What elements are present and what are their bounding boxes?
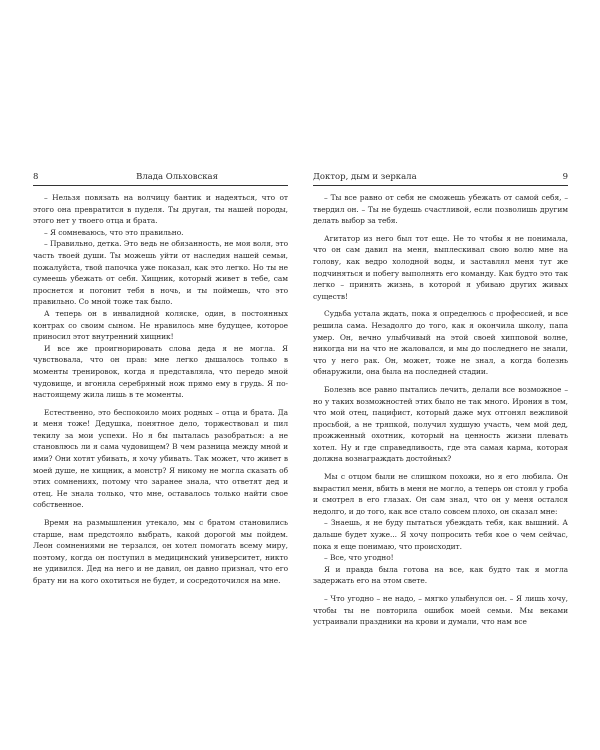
paragraph: Время на размышления утекало, мы с братом становились старше, нам предстояло выбрать, какой дорогой мы пойдем. Леон сомнениями не терзался, он хотел помогать всему миру, поэтому, когда он поступил в медицинский университет, никто не удивился. Дед на него и не давил, он давно признал, что его брату ни на кого охотиться не будет, и сосредоточился на мне. [33, 518, 288, 585]
paragraph: – Ты все равно от себя не сможешь убежать от самой себя, – твердил он. – Ты не будешь счастливой, если позволишь другим делать выбор за тебя. [313, 193, 568, 226]
page-number: 8 [33, 172, 39, 182]
page-header [313, 172, 568, 186]
paragraph: Болезнь все равно пытались лечить, делали все возможное – но у таких возможностей этих было не так много. Ирония в том, что мой отец, пацифист, который даже мух отгонял вежливой просьбой, а не тряпкой, получил худшую участь, чем мой дед, прожженный охотник, который на ценность жизни плевать хотел. Ну и где справедливость, где эта самая карма, которая должна вознаграждать достойных? [313, 384, 568, 464]
left-page [33, 172, 288, 587]
paragraph: Судьба устала ждать, пока я определюсь с профессией, и все решила сама. Незадолго до того, как я окончила школу, папа умер. Он, вечно улыбчивый на этой своей хипповой волне, никогда ни на что не жаловался, и мы до последнего не знали, что у него рак. Он, может, тоже не знал, а когда болезнь обнаружили, она была на последней стадии. [313, 309, 568, 377]
paragraph: А теперь он в инвалидной коляске, один, в постоянных контрах со своим сыном. Не нравилось мне будущее, которое приносил этот внутренний хищник! [33, 308, 288, 342]
page-body [33, 192, 288, 587]
paragraph: – Все, что угодно! [324, 553, 394, 563]
paragraph: – Знаешь, я не буду пытаться убеждать тебя, как вышний. А дальше будет хуже... Я хочу попросить тебя кое о чем сейчас, пока я еще понимаю, что происходит. [313, 518, 568, 551]
paragraph: И все же проигнорировать слова деда я не могла. Я чувствовала, что он прав: мне легко дышалось только в моменты тренировок, когда я представляла, что передо мной чудовище, и вгоняла серебряный нож прямо ему в грудь. Я по-настоящему жила лишь в те моменты. [33, 343, 288, 400]
page-number: 9 [562, 172, 568, 182]
paragraph: – Правильно, детка. Это ведь не обязанность, не моя воля, это часть твоей души. Ты можешь уйти от наследия нашей семьи, пожалуйста, твой папочка уже показал, как это легко. Но ты не сумеешь убежать от себя. Хищник, который живет в тебе, сам проснется и погонит тебя в ночь, и ты поймешь, что это правильно. Со мной тоже так было. [33, 239, 288, 307]
paragraph: – Я сомневаюсь, что это правильно. [44, 227, 184, 237]
right-page [313, 172, 568, 628]
paragraph: – Нельзя повязать на волчицу бантик и надеяться, что от этого она превратится в пуделя. Ты другая, ты нашей породы, этого нет у твоего отца и брата. [33, 193, 288, 226]
page-body [313, 192, 568, 628]
running-head: Доктор, дым и зеркала [313, 172, 417, 182]
paragraph: – Что угодно – не надо, – мягко улыбнулся он. – Я лишь хочу, чтобы ты не повторила ошибок моей семьи. Мы веками устраивали праздники на крови и думали, что нам все [313, 594, 568, 627]
paragraph: Я и правда была готова на все, как будто так я могла задержать его на этом свете. [313, 564, 568, 586]
running-head: Влада Ольховская [136, 172, 218, 182]
paragraph: Естественно, это беспокоило моих родных – отца и брата. Да и меня тоже! Дедушка, понятное дело, торжествовал и пил текилу за мои успехи. Но я бы пыталась разобраться: а не становлюсь ли я сама чудовищем? В чем разница между мной и ими? Они хотят убивать, я хочу убивать. Так может, что живет в моей душе, не хищник, а монстр? Я никому не могла сказать об этих сомнениях, потому что заранее знала, что ответят дед и отец. Не знала только, что мне, оставалось только найти свое собственное. [33, 407, 288, 510]
paragraph: Мы с отцом были не слишком похожи, но я его любила. Он вырастил меня, вбить в меня не могло, а теперь он стоял у гроба и смотрел в его глазах. Он сам знал, что он у меня остался недолго, и до того, как все стало совсем плохо, он сказал мне: [313, 472, 568, 516]
paragraph: Агитатор из него был тот еще. Не то чтобы я не понимала, что он сам давил на меня, выплескивал свою волю мне на голову, как ведро холодной воды, и заставлял меня тут же подчиняться и побегу выполнять его команду. Как будто это так легко – принять жизнь, в которой я убиваю других живых существ! [313, 233, 568, 301]
page-header [33, 172, 288, 186]
